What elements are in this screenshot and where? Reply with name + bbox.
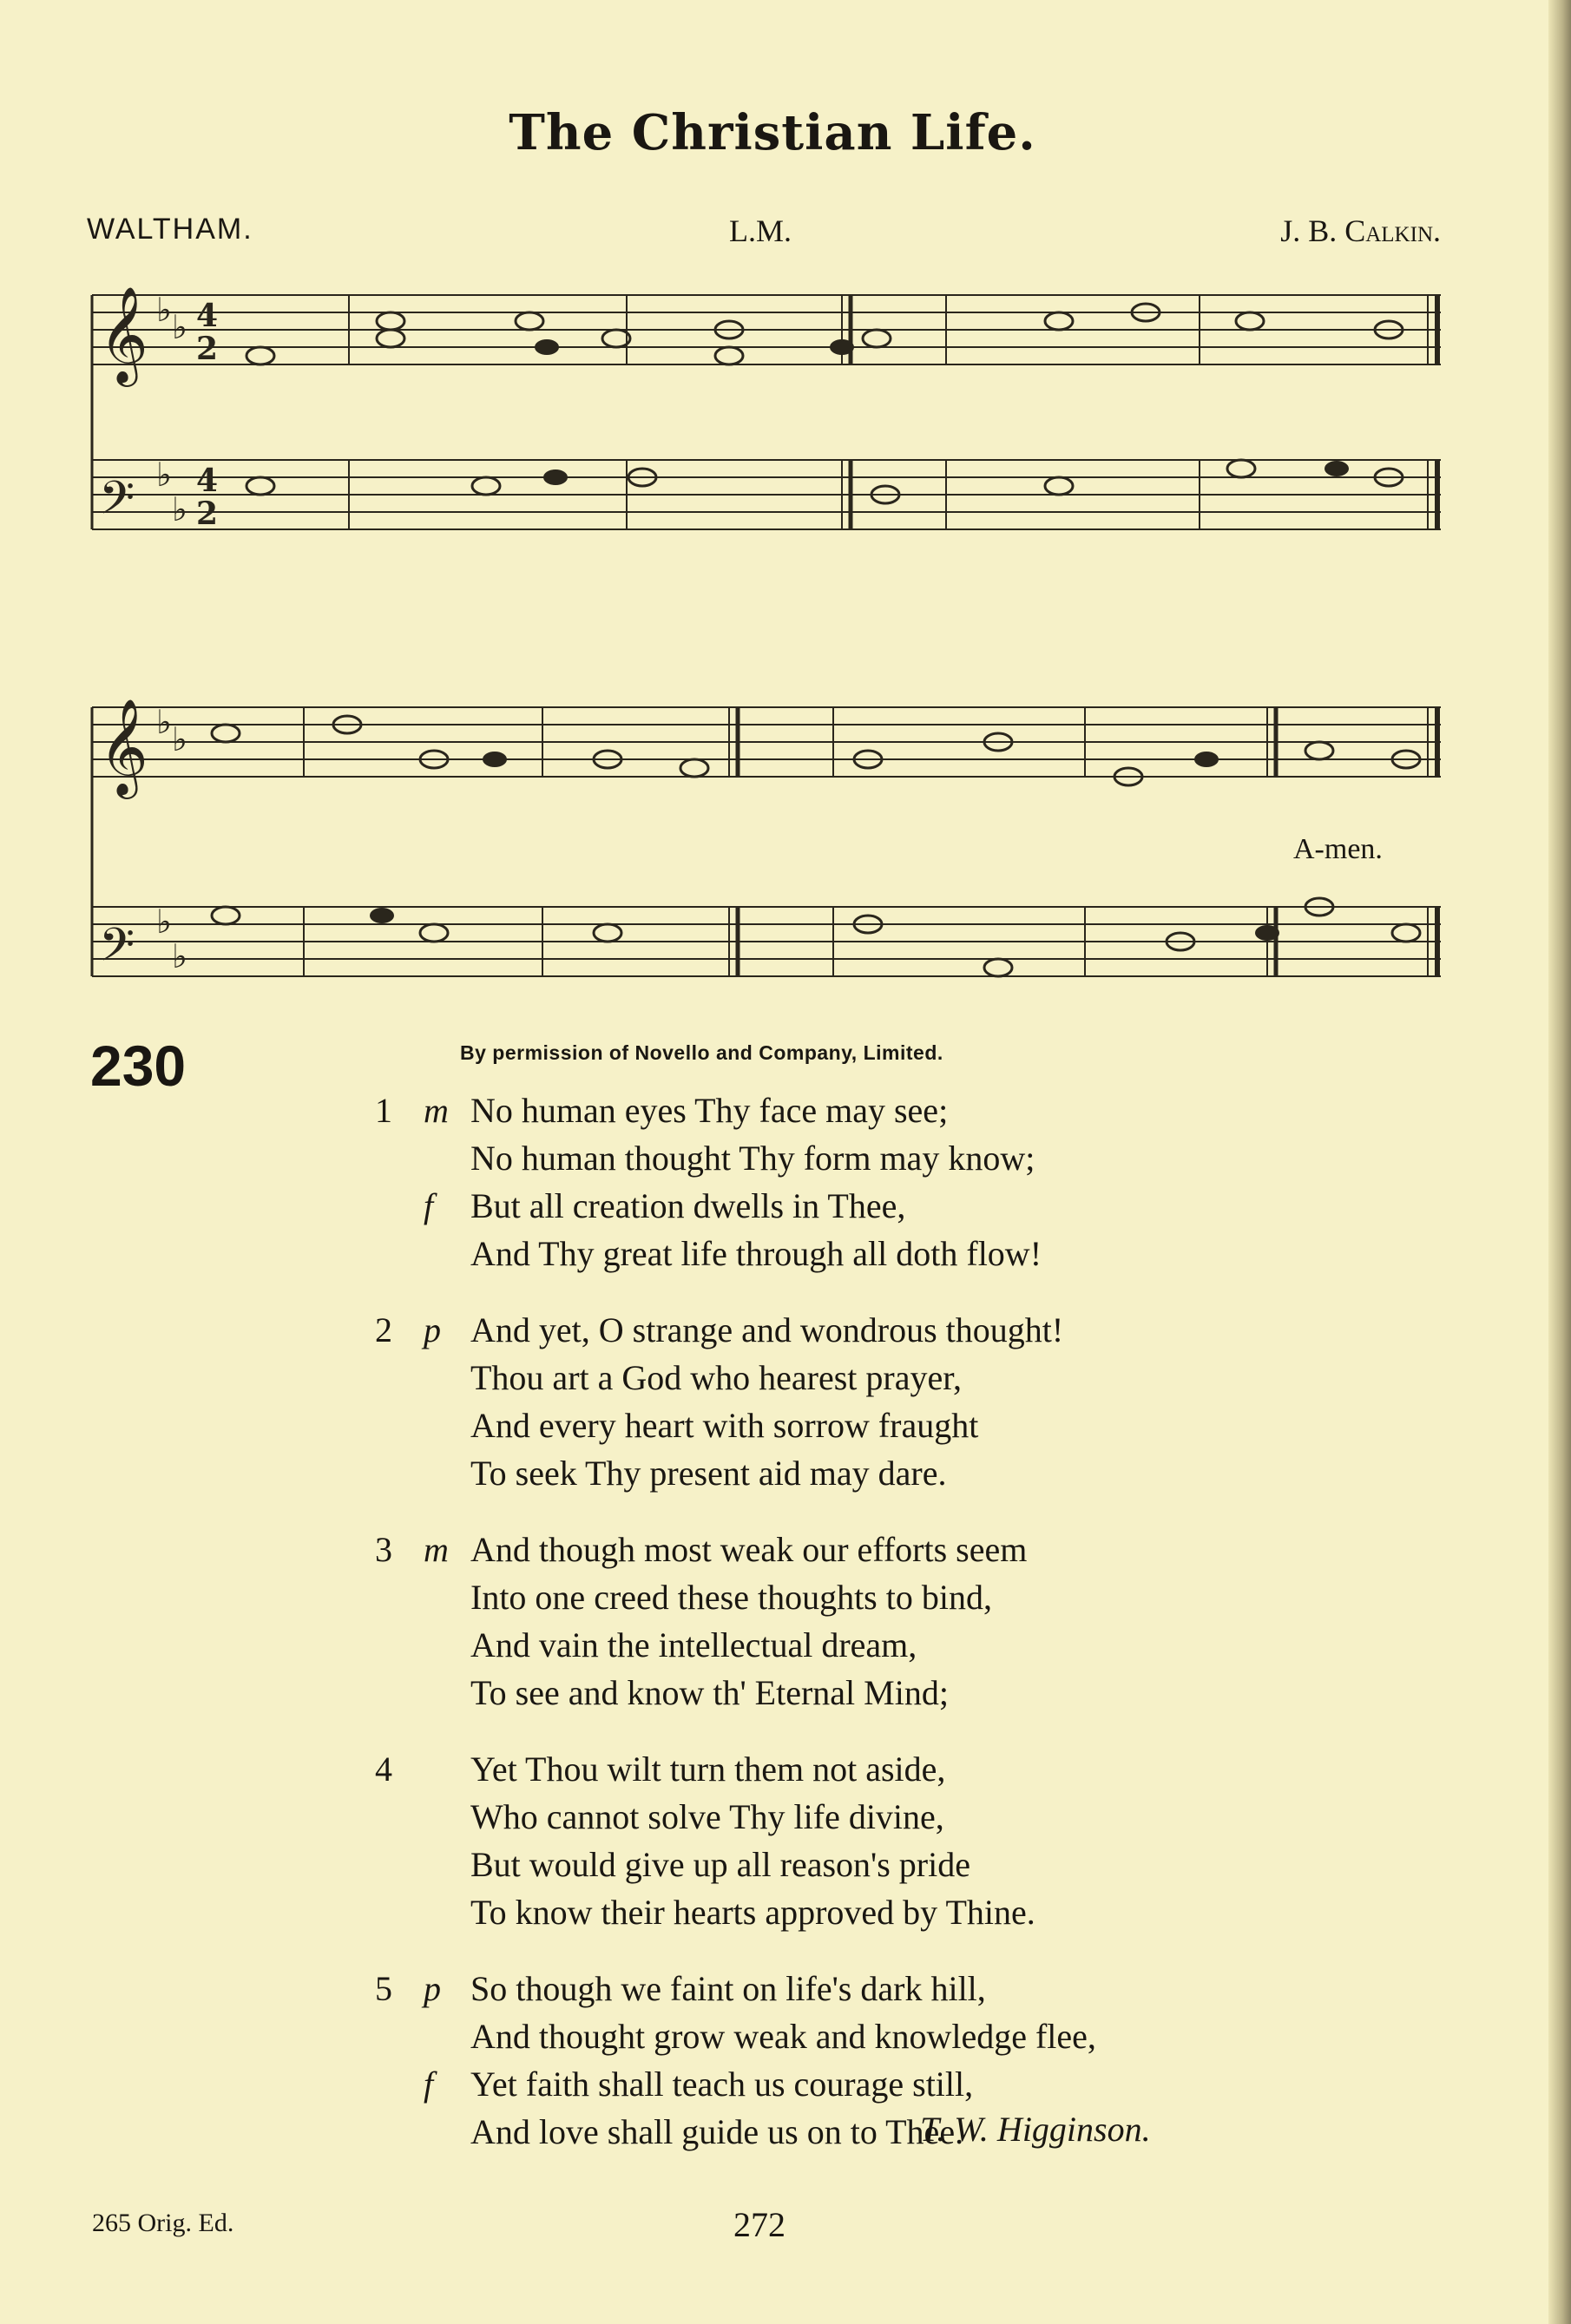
verse-text: Yet Thou wilt turn them not aside, bbox=[470, 1750, 946, 1789]
verse-line bbox=[0, 1087, 1571, 1134]
svg-text:2: 2 bbox=[196, 496, 219, 532]
verse-line bbox=[0, 1965, 1571, 2012]
tune-header bbox=[87, 213, 1441, 265]
dynamic-marking: f bbox=[424, 1186, 434, 1225]
bass-clef: 𝄢 bbox=[99, 472, 135, 536]
verse-text: Into one creed these thoughts to bind, bbox=[470, 1578, 992, 1617]
treble-staff-2 bbox=[92, 707, 1441, 777]
verse-line bbox=[0, 1182, 1571, 1230]
verse-line bbox=[0, 1888, 1571, 1936]
verse-text: So though we faint on life's dark hill, bbox=[470, 1969, 986, 2008]
treble-clef: 𝄞 bbox=[99, 286, 148, 383]
svg-text:♭: ♭ bbox=[172, 308, 187, 346]
svg-text:♭: ♭ bbox=[156, 903, 172, 941]
music-system-2 bbox=[87, 681, 1445, 1028]
verse bbox=[0, 1526, 1571, 1717]
verse-text: No human thought Thy form may know; bbox=[470, 1139, 1035, 1178]
dynamic-marking: f bbox=[424, 2065, 434, 2104]
verse-text: Yet faith shall teach us courage still, bbox=[470, 2065, 974, 2104]
verse-line bbox=[0, 1841, 1571, 1888]
verse-line bbox=[0, 1449, 1571, 1497]
key-signature: ♭ bbox=[156, 291, 172, 329]
tune-name: WALTHAM. bbox=[87, 213, 253, 246]
verse-line bbox=[0, 1402, 1571, 1449]
author: T. W. Higginson. bbox=[920, 2110, 1151, 2149]
dynamic-marking: p bbox=[424, 1969, 441, 2008]
verse-text: Who cannot solve Thy life divine, bbox=[470, 1797, 944, 1836]
verse-line bbox=[0, 2060, 1571, 2108]
verse-text: To seek Thy present aid may dare. bbox=[470, 1454, 947, 1493]
svg-text:♭: ♭ bbox=[172, 490, 187, 528]
verse bbox=[0, 1745, 1571, 1936]
verse-text: Thou art a God who hearest prayer, bbox=[470, 1358, 962, 1397]
bass-staff-2 bbox=[92, 907, 1441, 976]
verse-line bbox=[0, 1526, 1571, 1573]
svg-text:4: 4 bbox=[196, 463, 219, 499]
verse-line bbox=[0, 1745, 1571, 1793]
svg-text:𝄞: 𝄞 bbox=[99, 698, 148, 795]
section-title: The Christian Life. bbox=[509, 104, 1036, 161]
verse bbox=[0, 1306, 1571, 1497]
music-score-svg-2 bbox=[87, 681, 1445, 1028]
verse-text: No human eyes Thy face may see; bbox=[470, 1091, 949, 1130]
verse-line bbox=[0, 1621, 1571, 1669]
bass-staff bbox=[92, 460, 1441, 529]
page-number: 272 bbox=[733, 2205, 786, 2244]
svg-text:♭: ♭ bbox=[156, 703, 172, 741]
verse-number: 1 bbox=[375, 1091, 392, 1130]
hymn-number: 230 bbox=[90, 1034, 187, 1098]
verse-text: And thought grow weak and knowledge flee, bbox=[470, 2017, 1096, 2056]
verse-number: 2 bbox=[375, 1310, 392, 1349]
verse-text: And every heart with sorrow fraught bbox=[470, 1406, 979, 1445]
dynamic-marking: m bbox=[424, 1091, 449, 1130]
dynamic-marking: m bbox=[424, 1530, 449, 1569]
verse-text: But all creation dwells in Thee, bbox=[470, 1186, 906, 1225]
verse-line bbox=[0, 1354, 1571, 1402]
verse-number: 4 bbox=[375, 1750, 392, 1789]
hymn-verses bbox=[0, 1087, 1571, 2184]
verse-text: And love shall guide us on to Thee. bbox=[470, 2112, 964, 2151]
svg-text:♭: ♭ bbox=[156, 456, 172, 494]
verse-line bbox=[0, 2108, 1571, 2156]
verse-line bbox=[0, 1306, 1571, 1354]
svg-text:𝄢: 𝄢 bbox=[99, 919, 135, 983]
tune-composer: J. B. Calkin. bbox=[1280, 213, 1441, 248]
verse-text: And yet, O strange and wondrous thought! bbox=[470, 1310, 1064, 1349]
verse bbox=[0, 1087, 1571, 1277]
verse bbox=[0, 1965, 1571, 2156]
verse-text: To know their hearts approved by Thine. bbox=[470, 1893, 1035, 1932]
verse-line bbox=[0, 2012, 1571, 2060]
verse-line bbox=[0, 1134, 1571, 1182]
svg-text:♭: ♭ bbox=[172, 720, 187, 758]
time-signature: 4 bbox=[196, 298, 219, 334]
notes bbox=[246, 304, 1403, 503]
tune-meter: L.M. bbox=[729, 213, 792, 248]
original-edition-ref: 265 Orig. Ed. bbox=[92, 2209, 234, 2237]
svg-text:♭: ♭ bbox=[172, 937, 187, 975]
verse-line bbox=[0, 1793, 1571, 1841]
verse-number: 5 bbox=[375, 1969, 392, 2008]
treble-staff bbox=[92, 295, 1441, 364]
music-system-1 bbox=[87, 269, 1445, 581]
verse-line bbox=[0, 1230, 1571, 1277]
verse-text: And though most weak our efforts seem bbox=[470, 1530, 1028, 1569]
verse-number: 3 bbox=[375, 1530, 392, 1569]
amen-lyric: A-men. bbox=[1293, 833, 1383, 865]
svg-text:2: 2 bbox=[196, 331, 219, 367]
verse-text: And vain the intellectual dream, bbox=[470, 1625, 917, 1664]
permission-note: By permission of Novello and Company, Limited. bbox=[460, 1041, 943, 1064]
verse-line bbox=[0, 1669, 1571, 1717]
dynamic-marking: p bbox=[424, 1310, 441, 1349]
verse-text: But would give up all reason's pride bbox=[470, 1845, 970, 1884]
verse-text: And Thy great life through all doth flow! bbox=[470, 1234, 1042, 1273]
verse-text: To see and know th' Eternal Mind; bbox=[470, 1673, 949, 1712]
verse-line bbox=[0, 1573, 1571, 1621]
music-score-svg bbox=[87, 269, 1445, 581]
